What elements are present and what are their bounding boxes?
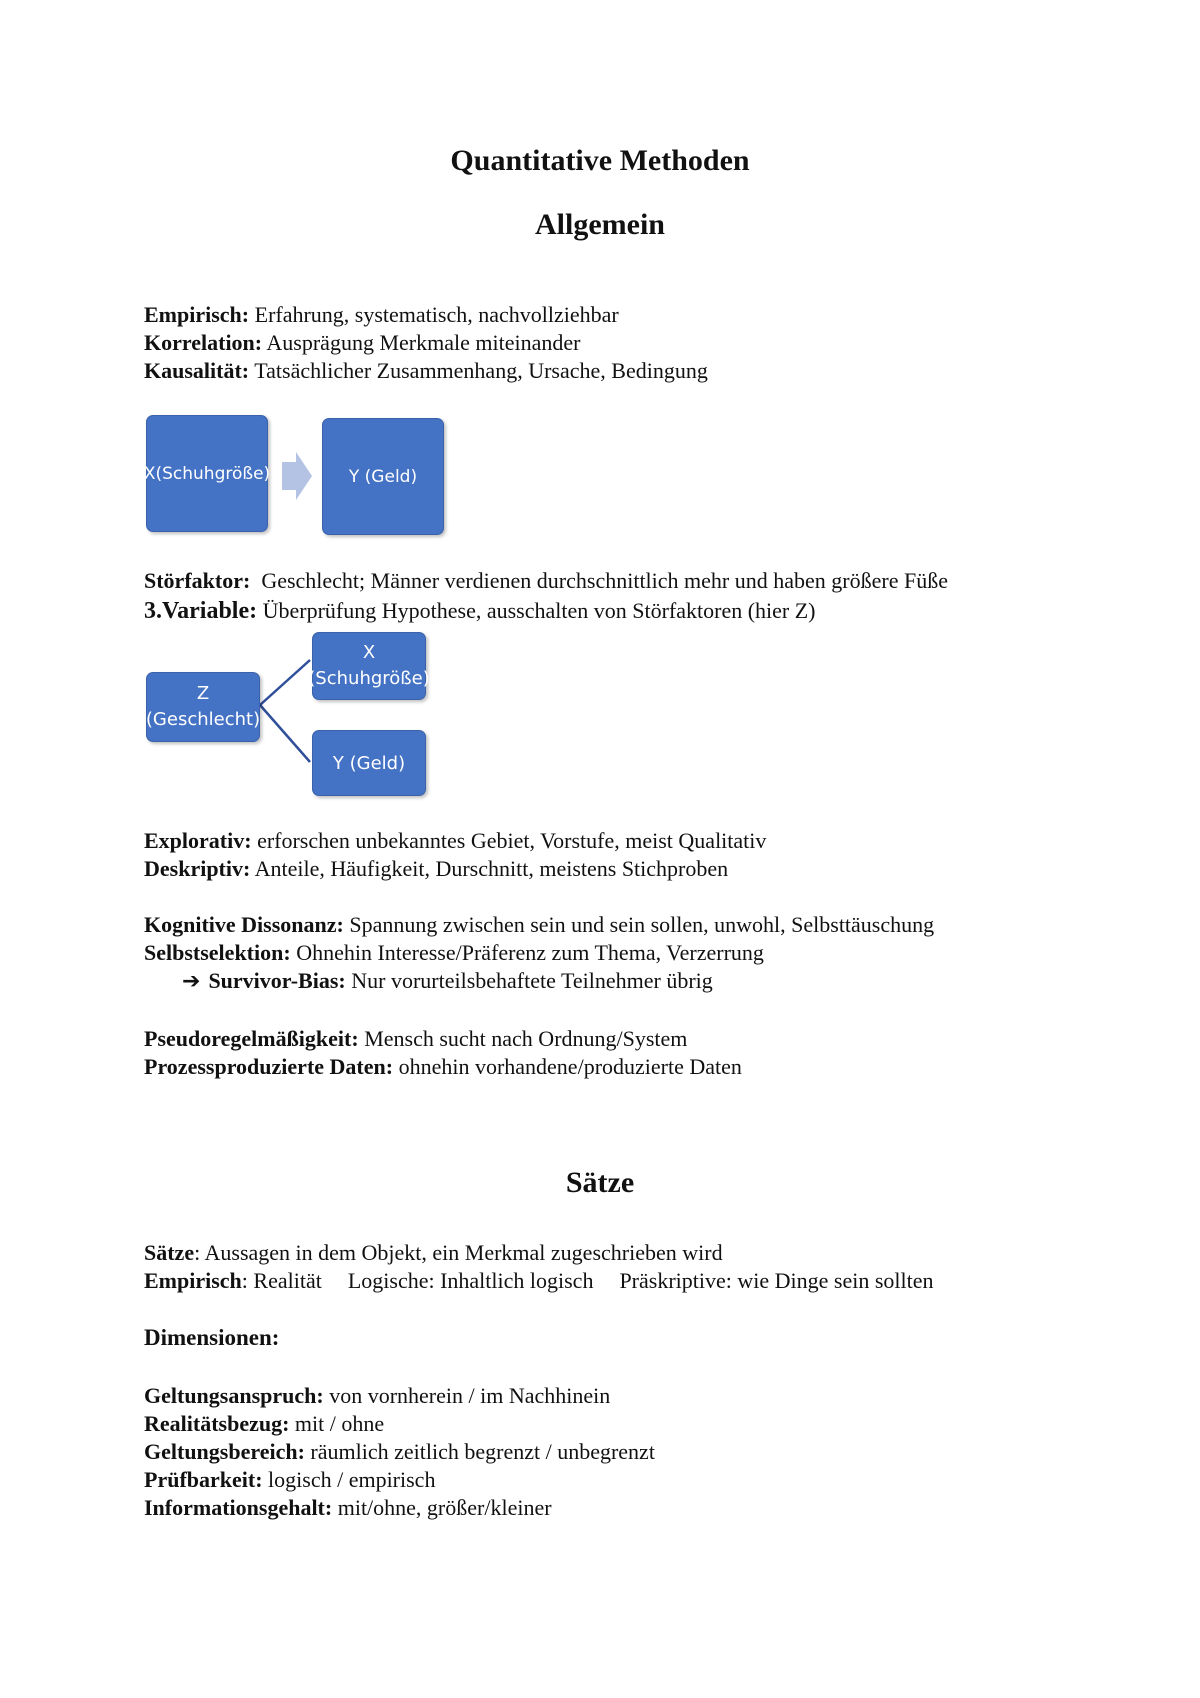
- page-title: Quantitative Methoden: [450, 144, 750, 177]
- dimension-realitaetsbezug: Realitätsbezug: mit / ohne: [144, 1411, 385, 1436]
- arrow-right-icon: ➔: [182, 969, 201, 994]
- definition-explorativ: Explorativ: erforschen unbekanntes Gebiet, Vorstufe, meist Qualitativ: [144, 828, 767, 853]
- section-heading-allgemein: Allgemein: [535, 208, 665, 241]
- definition-pseudoregelmaessigkeit: Pseudoregelmäßigkeit: Mensch sucht nach Ordnung/System: [144, 1026, 688, 1051]
- definition-empirisch: Empirisch: Erfahrung, systematisch, nachvollziehbar: [144, 302, 619, 327]
- definition-deskriptiv: Deskriptiv: Anteile, Häufigkeit, Durschnitt, meistens Stichproben: [144, 856, 729, 881]
- diagram-box-y-geld: Y (Geld): [322, 418, 444, 535]
- dimensionen-heading: Dimensionen:: [144, 1325, 280, 1350]
- definition-kausalitaet: Kausalität: Tatsächlicher Zusammenhang, Ursache, Bedingung: [144, 358, 708, 383]
- dimension-pruefbarkeit: Prüfbarkeit: logisch / empirisch: [144, 1467, 436, 1492]
- dimension-informationsgehalt: Informationsgehalt: mit/ohne, größer/kleiner: [144, 1495, 552, 1520]
- definition-selbstselektion: Selbstselektion: Ohnehin Interesse/Präferenz zum Thema, Verzerrung: [144, 940, 764, 965]
- definition-survivor-bias: ➔ Survivor-Bias: Nur vorurteilsbehaftete Teilnehmer übrig: [182, 968, 713, 994]
- definition-dritte-variable: 3.Variable: Überprüfung Hypothese, ausschalten von Störfaktoren (hier Z): [144, 598, 816, 624]
- dimension-geltungsbereich: Geltungsbereich: räumlich zeitlich begrenzt / unbegrenzt: [144, 1439, 655, 1464]
- diagram-box-z-geschlecht: Z (Geschlecht): [146, 672, 260, 742]
- dimension-geltungsanspruch: Geltungsanspruch: von vornherein / im Nachhinein: [144, 1383, 611, 1408]
- diagram-box-x-schuhgroesse-2: X (Schuhgröße): [312, 632, 426, 700]
- diagram-box-x-schuhgroesse: X(Schuhgröße): [146, 415, 268, 532]
- definition-kognitive-dissonanz: Kognitive Dissonanz: Spannung zwischen sein und sein sollen, unwohl, Selbsttäuschung: [144, 912, 935, 937]
- section-heading-saetze: Sätze: [565, 1166, 635, 1199]
- definition-saetze: Sätze: Aussagen in dem Objekt, ein Merkmal zugeschrieben wird: [144, 1240, 723, 1265]
- diagram-box-y-geld-2: Y (Geld): [312, 730, 426, 796]
- definition-satz-arten: Empirisch: Realität Logische: Inhaltlich logisch Präskriptive: wie Dinge sein sollten: [144, 1268, 934, 1293]
- definition-prozessproduzierte-daten: Prozessproduzierte Daten: ohnehin vorhandene/produzierte Daten: [144, 1054, 742, 1079]
- definition-stoerfaktor: Störfaktor: Geschlecht; Männer verdienen durchschnittlich mehr und haben größere Füße: [144, 568, 948, 593]
- definition-korrelation: Korrelation: Ausprägung Merkmale miteinander: [144, 330, 581, 355]
